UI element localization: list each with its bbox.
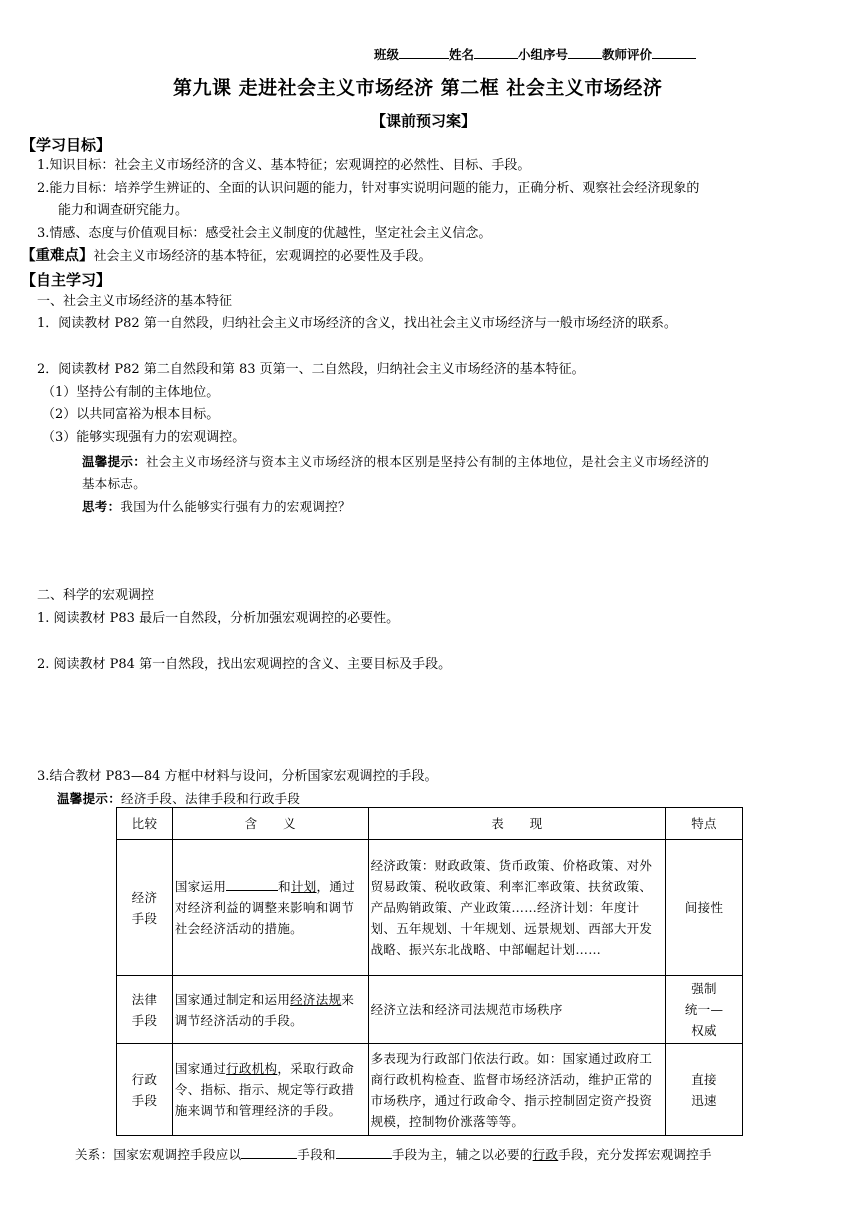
meaning-text: 国家运用 <box>174 879 227 894</box>
means-name: 法律 <box>131 991 158 1007</box>
feature-text: 强制 <box>691 981 717 996</box>
feature-item: （3）能够实现强有力的宏观调控。 <box>42 430 246 445</box>
meaning-text: ，采取行政命令、指标、指示、规定等行政措施来调节和管理经济的手段。 <box>174 1061 355 1118</box>
performance-cell: 经济政策：财政政策、货币政策、价格政策、对外贸易政策、税收政策、利率汇率政策、扶贫政策、产品购销政策、产业政策……经济计划：年度计划、五年规划、十年规划、远景规划、西部大开发战略、振兴东北战略、中部崛起计划…… <box>368 840 665 976</box>
name-label: 姓名 <box>449 47 475 62</box>
part2-question-1: 1. 阅读教材 P83 最后一自然段，分析加强宏观调控的必要性。 <box>37 611 400 626</box>
class-blank[interactable] <box>399 45 449 59</box>
tip-1 <box>82 452 709 470</box>
goals-heading: 【学习目标】 <box>21 136 112 154</box>
key-points <box>21 247 432 266</box>
feature-item: （2）以共同富裕为根本目标。 <box>42 407 220 422</box>
table-header: 含 义 <box>172 808 368 840</box>
means-name-cell <box>117 976 173 1044</box>
meaning-cell <box>172 1044 368 1136</box>
table-row <box>117 976 743 1044</box>
goal-item: 3.情感、态度与价值观目标：感受社会主义制度的优越性，坚定社会主义信念。 <box>37 226 492 241</box>
meaning-text: 国家通过 <box>174 1061 227 1076</box>
goal-item: 能力和调查研究能力。 <box>58 203 189 218</box>
part1-title: 一、社会主义市场经济的基本特征 <box>37 294 233 309</box>
means-name-cell <box>117 1044 173 1136</box>
think <box>82 497 351 515</box>
relation-text: 手段为主，辅之以必要的 <box>391 1147 533 1162</box>
part1-question-1: 1．阅读教材 P82 第一自然段，归纳社会主义市场经济的含义，找出社会主义市场经济与一般市场经济的联系。 <box>37 316 677 331</box>
key-label: 【重难点】 <box>21 247 94 264</box>
meaning-cell <box>172 976 368 1044</box>
part2-question-2: 2. 阅读教材 P84 第一自然段，找出宏观调控的含义、主要目标及手段。 <box>37 657 452 672</box>
class-label: 班级 <box>374 47 400 62</box>
group-blank[interactable] <box>568 45 602 59</box>
part2-question-3: 3.结合教材 P83—84 方框中材料与设问，分析国家宏观调控的手段。 <box>37 769 438 784</box>
means-comparison-table <box>116 807 743 1136</box>
feature-cell <box>666 1044 743 1136</box>
tip-2 <box>57 789 300 807</box>
tip-1-cont: 基本标志。 <box>82 476 147 491</box>
tip-text: 经济手段、法律手段和行政手段 <box>121 791 301 806</box>
meaning-text: ，通过对经济利益的调整来影响和调节社会经济活动的措施。 <box>174 879 355 936</box>
means-name: 经济 <box>131 889 158 905</box>
relation-text: 手段和 <box>297 1147 336 1162</box>
relation-line <box>75 1145 712 1163</box>
relation-text: 手段，充分发挥宏观调控手 <box>558 1147 712 1162</box>
self-study-heading: 【自主学习】 <box>21 271 112 289</box>
table-header: 表 现 <box>368 808 665 840</box>
part2-title: 二、科学的宏观调控 <box>37 588 155 603</box>
meaning-blank[interactable] <box>226 877 278 891</box>
meaning-text: 和 <box>278 879 291 894</box>
relation-underlined: 行政 <box>532 1147 559 1162</box>
table-row <box>117 1044 743 1136</box>
part1-question-2: 2．阅读教材 P82 第二自然段和第 83 页第一、二自然段，归纳社会主义市场经济的基本特征。 <box>37 362 585 377</box>
table-header: 特点 <box>666 808 743 840</box>
group-label: 小组序号 <box>518 47 569 62</box>
performance-cell: 经济立法和经济司法规范市场秩序 <box>368 976 665 1044</box>
think-text: 我国为什么能够实行强有力的宏观调控？ <box>120 499 351 514</box>
meaning-cell <box>172 840 368 976</box>
meaning-text: 来调节经济活动的手段。 <box>174 991 355 1028</box>
feature-text: 迅速 <box>691 1092 717 1108</box>
feature-text: 直接 <box>691 1071 717 1087</box>
tip-text: 社会主义市场经济与资本主义市场经济的根本区别是坚持公有制的主体地位，是社会主义市场经济的 <box>146 454 710 469</box>
feature-cell: 强制 统一— 权威 <box>666 976 743 1044</box>
key-text: 社会主义市场经济的基本特征，宏观调控的必要性及手段。 <box>93 249 432 264</box>
goal-item: 2.能力目标：培养学生辨证的、全面的认识问题的能力，针对事实说明问题的能力，正确分析、观察社会经济现象的 <box>37 181 700 196</box>
meaning-underlined: 行政机构 <box>226 1061 278 1076</box>
goal-item: 1.知识目标：社会主义市场经济的含义、基本特征；宏观调控的必然性、目标、手段。 <box>37 158 531 173</box>
means-name-cell <box>117 840 173 976</box>
performance-cell: 多表现为行政部门依法行政。如：国家通过政府工商行政机构检查、监督市场经济活动，维护正常的市场秩序，通过行政命令、指示控制固定资产投资规模，控制物价涨落等等。 <box>368 1044 665 1136</box>
page-subtitle: 【课前预习案】 <box>371 112 477 130</box>
meaning-underlined: 经济法规 <box>290 991 342 1007</box>
means-name: 手段 <box>131 910 158 926</box>
page-title: 第九课 走进社会主义市场经济 第二框 社会主义市场经济 <box>173 77 663 99</box>
feature-text: 权威 <box>691 1023 717 1038</box>
feature-cell: 间接性 <box>666 840 743 976</box>
tip-label: 温馨提示： <box>82 454 147 469</box>
table-row <box>117 840 743 976</box>
means-name: 手段 <box>131 1012 158 1028</box>
feature-item: （1）坚持公有制的主体地位。 <box>42 385 220 400</box>
name-blank[interactable] <box>474 45 518 59</box>
think-label: 思考： <box>82 499 121 514</box>
student-info-line <box>374 45 696 63</box>
means-name: 行政 <box>131 1071 158 1087</box>
meaning-underlined: 计划 <box>290 879 317 894</box>
relation-blank-1[interactable] <box>241 1145 297 1159</box>
relation-blank-2[interactable] <box>336 1145 392 1159</box>
means-name: 手段 <box>131 1092 158 1108</box>
teacher-label: 教师评价 <box>602 47 653 62</box>
table-header-row <box>117 808 743 840</box>
relation-text: 关系：国家宏观调控手段应以 <box>75 1147 242 1162</box>
teacher-blank[interactable] <box>652 45 696 59</box>
feature-text: 统一 <box>684 1002 711 1017</box>
table-header: 比较 <box>117 808 173 840</box>
tip-label: 温馨提示： <box>57 791 122 806</box>
meaning-text: 国家通过制定和运用 <box>174 991 291 1007</box>
